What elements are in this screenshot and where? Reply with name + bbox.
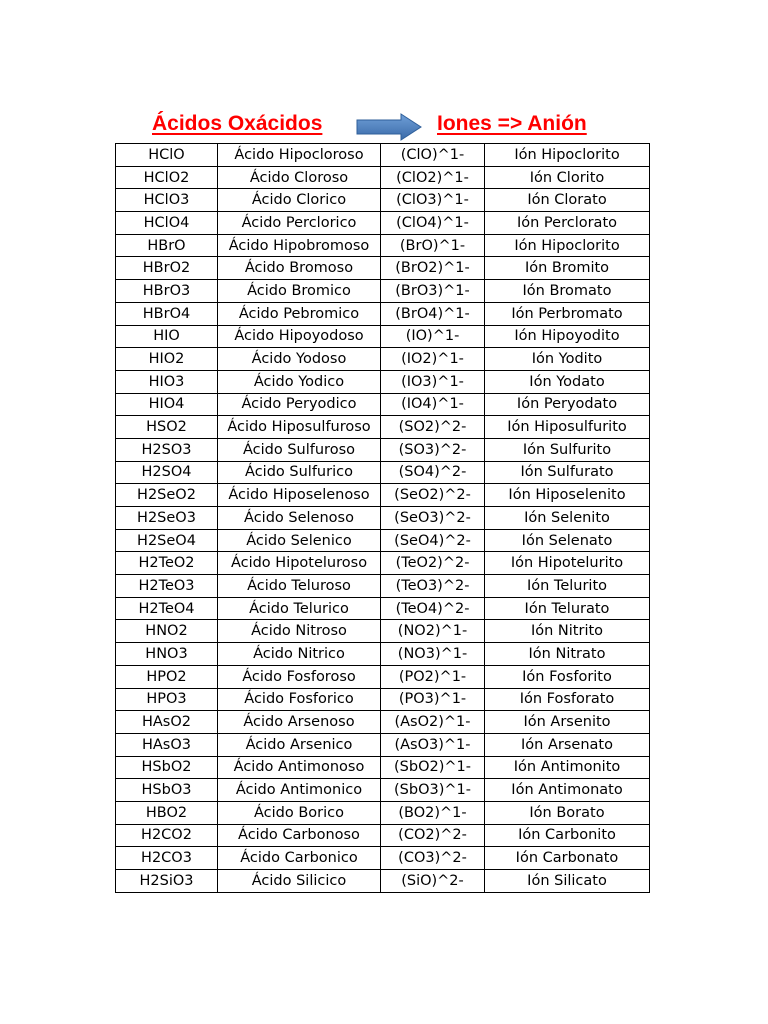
formula-cell: H2CO2 (116, 824, 218, 847)
anion-formula-cell: (TeO3)^2- (381, 575, 485, 598)
table-row (116, 529, 650, 552)
anion-name-cell: Ión Selenito (485, 507, 650, 530)
acid-name-cell: Ácido Arsenico (218, 733, 381, 756)
anion-name-cell: Ión Hipotelurito (485, 552, 650, 575)
anion-formula-cell: (SO2)^2- (381, 416, 485, 439)
formula-cell: HBO2 (116, 801, 218, 824)
anion-name-cell: Ión Arsenato (485, 733, 650, 756)
table-row (116, 438, 650, 461)
anion-name-cell: Ión Sulfurato (485, 461, 650, 484)
anion-name-cell: Ión Bromito (485, 257, 650, 280)
acid-name-cell: Ácido Antimonico (218, 779, 381, 802)
acid-name-cell: Ácido Cloroso (218, 166, 381, 189)
anion-formula-cell: (SbO2)^1- (381, 756, 485, 779)
table-row (116, 144, 650, 167)
formula-cell: H2SeO2 (116, 484, 218, 507)
anion-name-cell: Ión Telurito (485, 575, 650, 598)
formula-cell: H2TeO2 (116, 552, 218, 575)
anion-formula-cell: (ClO)^1- (381, 144, 485, 167)
table-row (116, 189, 650, 212)
formula-cell: HIO2 (116, 348, 218, 371)
table-row (116, 575, 650, 598)
acid-name-cell: Ácido Clorico (218, 189, 381, 212)
anion-formula-cell: (AsO2)^1- (381, 711, 485, 734)
formula-cell: HBrO4 (116, 302, 218, 325)
table-row (116, 393, 650, 416)
anion-formula-cell: (TeO4)^2- (381, 597, 485, 620)
header (0, 108, 768, 144)
anion-formula-cell: (IO2)^1- (381, 348, 485, 371)
formula-cell: HSbO3 (116, 779, 218, 802)
anion-formula-cell: (SeO3)^2- (381, 507, 485, 530)
table-row (116, 416, 650, 439)
formula-cell: HIO (116, 325, 218, 348)
formula-cell: HClO4 (116, 212, 218, 235)
anion-formula-cell: (SbO3)^1- (381, 779, 485, 802)
anion-name-cell: Ión Nitrato (485, 643, 650, 666)
anion-name-cell: Ión Hiposelenito (485, 484, 650, 507)
anion-formula-cell: (SeO2)^2- (381, 484, 485, 507)
formula-cell: H2SO3 (116, 438, 218, 461)
anion-name-cell: Ión Antimonito (485, 756, 650, 779)
acid-name-cell: Ácido Arsenoso (218, 711, 381, 734)
anion-name-cell: Ión Antimonato (485, 779, 650, 802)
formula-cell: HNO3 (116, 643, 218, 666)
anion-name-cell: Ión Telurato (485, 597, 650, 620)
anion-formula-cell: (SO3)^2- (381, 438, 485, 461)
anion-name-cell: Ión Perbromato (485, 302, 650, 325)
anion-name-cell: Ión Hipoyodito (485, 325, 650, 348)
table-row (116, 847, 650, 870)
table-row (116, 212, 650, 235)
anion-formula-cell: (CO2)^2- (381, 824, 485, 847)
anion-name-cell: Ión Selenato (485, 529, 650, 552)
table-row (116, 620, 650, 643)
formula-cell: H2SiO3 (116, 870, 218, 893)
ions-title: Iones => Anión (437, 112, 587, 135)
acid-name-cell: Ácido Fosforico (218, 688, 381, 711)
table-row (116, 688, 650, 711)
table-row (116, 597, 650, 620)
formula-cell: HNO2 (116, 620, 218, 643)
table-row (116, 552, 650, 575)
anion-formula-cell: (NO3)^1- (381, 643, 485, 666)
acid-name-cell: Ácido Bromico (218, 280, 381, 303)
anion-formula-cell: (ClO2)^1- (381, 166, 485, 189)
acid-name-cell: Ácido Sulfuroso (218, 438, 381, 461)
formula-cell: HBrO2 (116, 257, 218, 280)
anion-formula-cell: (ClO4)^1- (381, 212, 485, 235)
acid-name-cell: Ácido Borico (218, 801, 381, 824)
table-row (116, 461, 650, 484)
anion-formula-cell: (ClO3)^1- (381, 189, 485, 212)
acid-name-cell: Ácido Hipocloroso (218, 144, 381, 167)
acid-name-cell: Ácido Telurico (218, 597, 381, 620)
acid-name-cell: Ácido Perclorico (218, 212, 381, 235)
table-row (116, 280, 650, 303)
anion-name-cell: Ión Peryodato (485, 393, 650, 416)
anion-name-cell: Ión Hipoclorito (485, 144, 650, 167)
anion-formula-cell: (BO2)^1- (381, 801, 485, 824)
table-row (116, 870, 650, 893)
anion-name-cell: Ión Yodato (485, 370, 650, 393)
formula-cell: H2SeO3 (116, 507, 218, 530)
acid-name-cell: Ácido Peryodico (218, 393, 381, 416)
formula-cell: H2SO4 (116, 461, 218, 484)
acid-name-cell: Ácido Hiposelenoso (218, 484, 381, 507)
formula-cell: HSbO2 (116, 756, 218, 779)
anion-name-cell: Ión Fosforato (485, 688, 650, 711)
formula-cell: H2CO3 (116, 847, 218, 870)
anion-formula-cell: (BrO4)^1- (381, 302, 485, 325)
formula-cell: HAsO2 (116, 711, 218, 734)
table-row (116, 711, 650, 734)
anion-name-cell: Ión Perclorato (485, 212, 650, 235)
acid-name-cell: Ácido Fosforoso (218, 665, 381, 688)
anion-name-cell: Ión Borato (485, 801, 650, 824)
anion-formula-cell: (BrO2)^1- (381, 257, 485, 280)
acid-name-cell: Ácido Pebromico (218, 302, 381, 325)
table-row (116, 348, 650, 371)
formula-cell: H2TeO4 (116, 597, 218, 620)
anion-name-cell: Ión Arsenito (485, 711, 650, 734)
anion-formula-cell: (CO3)^2- (381, 847, 485, 870)
table-row (116, 733, 650, 756)
table-row (116, 166, 650, 189)
table-row (116, 325, 650, 348)
acids-table (115, 143, 650, 893)
anion-formula-cell: (SiO)^2- (381, 870, 485, 893)
acid-name-cell: Ácido Selenico (218, 529, 381, 552)
acid-name-cell: Ácido Bromoso (218, 257, 381, 280)
formula-cell: HClO (116, 144, 218, 167)
table-row (116, 779, 650, 802)
acids-title: Ácidos Oxácidos (152, 112, 323, 135)
anion-formula-cell: (SO4)^2- (381, 461, 485, 484)
anion-name-cell: Ión Yodito (485, 348, 650, 371)
anion-name-cell: Ión Bromato (485, 280, 650, 303)
anion-formula-cell: (IO)^1- (381, 325, 485, 348)
anion-name-cell: Ión Sulfurito (485, 438, 650, 461)
acid-name-cell: Ácido Nitrico (218, 643, 381, 666)
anion-name-cell: Ión Hiposulfurito (485, 416, 650, 439)
acid-name-cell: Ácido Sulfurico (218, 461, 381, 484)
formula-cell: HClO3 (116, 189, 218, 212)
formula-cell: H2TeO3 (116, 575, 218, 598)
formula-cell: HSO2 (116, 416, 218, 439)
anion-name-cell: Ión Hipoclorito (485, 234, 650, 257)
formula-cell: H2SeO4 (116, 529, 218, 552)
anion-formula-cell: (SeO4)^2- (381, 529, 485, 552)
anion-name-cell: Ión Nitrito (485, 620, 650, 643)
anion-name-cell: Ión Fosforito (485, 665, 650, 688)
acid-name-cell: Ácido Hipoyodoso (218, 325, 381, 348)
anion-formula-cell: (TeO2)^2- (381, 552, 485, 575)
table-row (116, 257, 650, 280)
acid-name-cell: Ácido Carbonico (218, 847, 381, 870)
acid-name-cell: Ácido Hipoteluroso (218, 552, 381, 575)
anion-formula-cell: (BrO)^1- (381, 234, 485, 257)
table-row (116, 824, 650, 847)
anion-name-cell: Ión Carbonito (485, 824, 650, 847)
acid-name-cell: Ácido Yodoso (218, 348, 381, 371)
acids-table-body (116, 144, 650, 893)
formula-cell: HPO2 (116, 665, 218, 688)
table-row (116, 302, 650, 325)
acid-name-cell: Ácido Hiposulfuroso (218, 416, 381, 439)
anion-formula-cell: (PO2)^1- (381, 665, 485, 688)
table-row (116, 234, 650, 257)
formula-cell: HIO3 (116, 370, 218, 393)
table-row (116, 801, 650, 824)
anion-formula-cell: (PO3)^1- (381, 688, 485, 711)
table-row (116, 507, 650, 530)
anion-formula-cell: (NO2)^1- (381, 620, 485, 643)
formula-cell: HPO3 (116, 688, 218, 711)
acid-name-cell: Ácido Yodico (218, 370, 381, 393)
anion-name-cell: Ión Clorato (485, 189, 650, 212)
anion-formula-cell: (BrO3)^1- (381, 280, 485, 303)
anion-name-cell: Ión Clorito (485, 166, 650, 189)
anion-formula-cell: (IO4)^1- (381, 393, 485, 416)
anion-formula-cell: (IO3)^1- (381, 370, 485, 393)
acid-name-cell: Ácido Selenoso (218, 507, 381, 530)
formula-cell: HAsO3 (116, 733, 218, 756)
acid-name-cell: Ácido Carbonoso (218, 824, 381, 847)
acid-name-cell: Ácido Teluroso (218, 575, 381, 598)
table-row (116, 484, 650, 507)
acid-name-cell: Ácido Silicico (218, 870, 381, 893)
formula-cell: HBrO (116, 234, 218, 257)
table-row (116, 370, 650, 393)
acid-name-cell: Ácido Hipobromoso (218, 234, 381, 257)
anion-formula-cell: (AsO3)^1- (381, 733, 485, 756)
table-row (116, 665, 650, 688)
formula-cell: HBrO3 (116, 280, 218, 303)
table-row (116, 643, 650, 666)
table-row (116, 756, 650, 779)
acid-name-cell: Ácido Antimonoso (218, 756, 381, 779)
anion-name-cell: Ión Silicato (485, 870, 650, 893)
acid-name-cell: Ácido Nitroso (218, 620, 381, 643)
formula-cell: HClO2 (116, 166, 218, 189)
right-arrow-icon (355, 112, 423, 142)
anion-name-cell: Ión Carbonato (485, 847, 650, 870)
formula-cell: HIO4 (116, 393, 218, 416)
